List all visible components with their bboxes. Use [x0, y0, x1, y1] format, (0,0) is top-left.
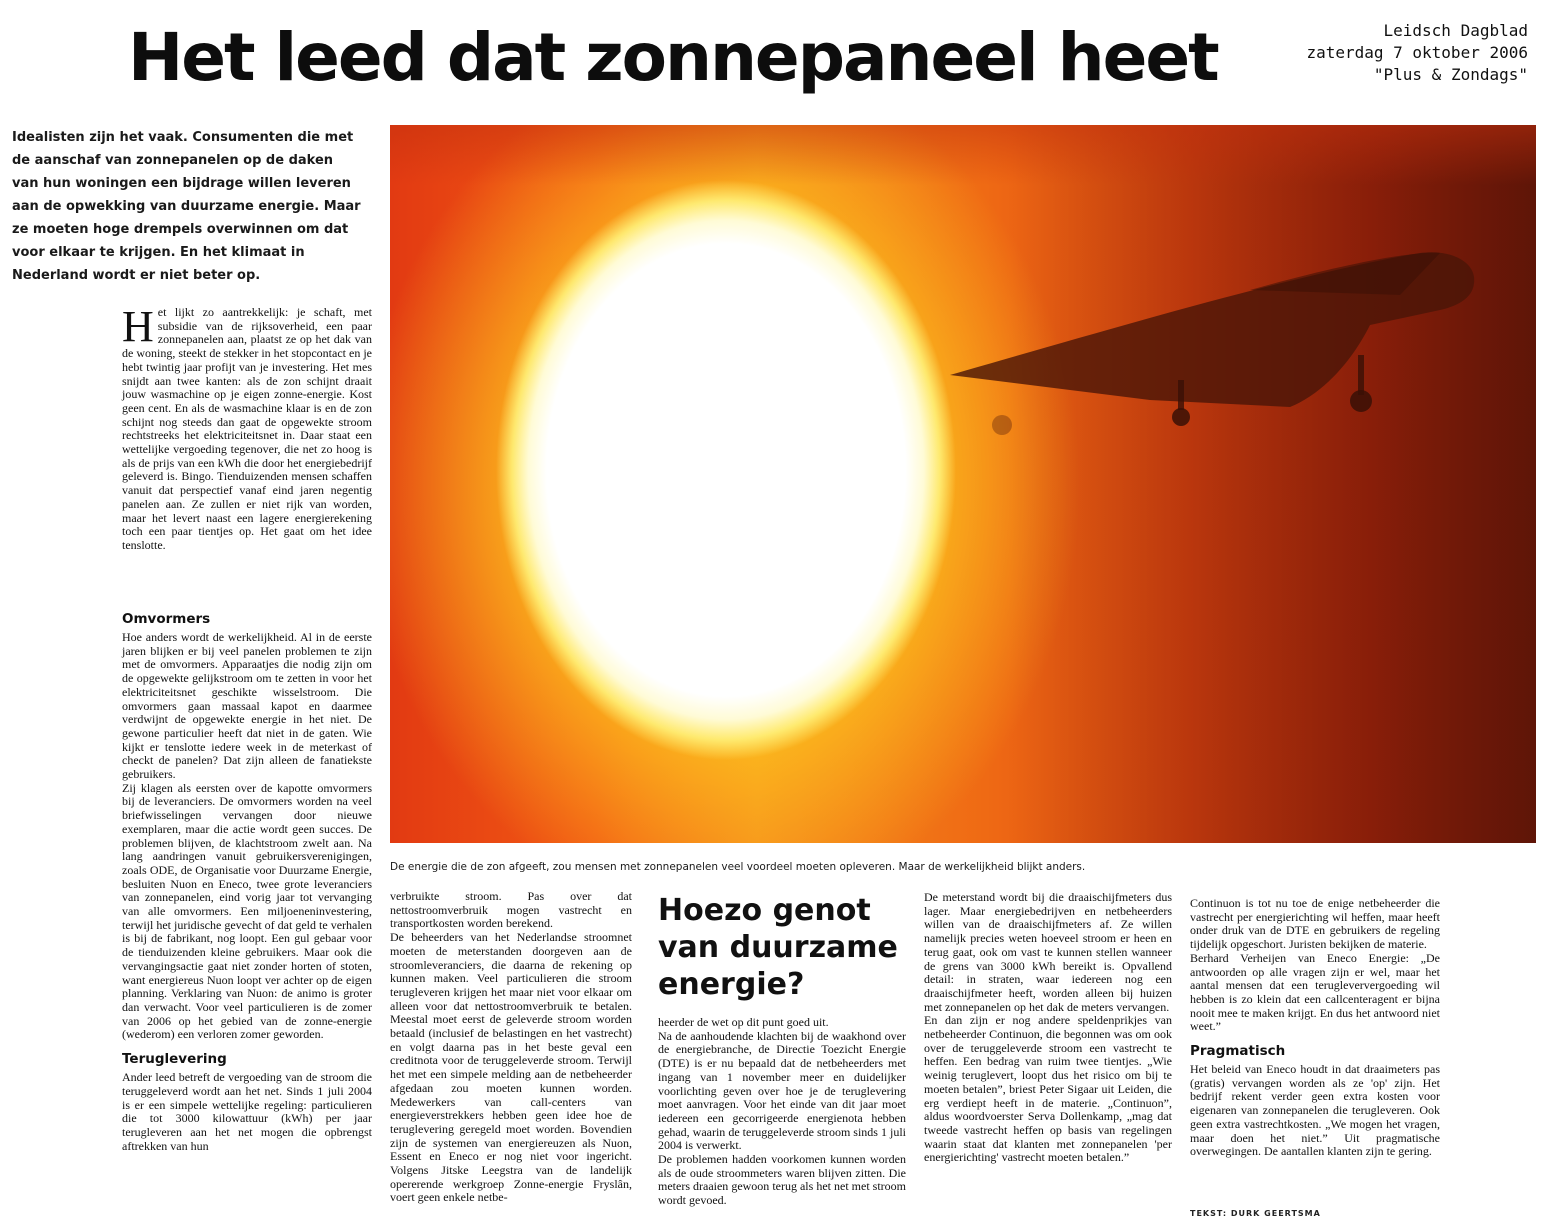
paragraph: De problemen hadden voorkomen kunnen worden als de oude stroommeters waren blijven zitten. Die meters draaien gewoon terug als het net met stroom wordt gevoed. — [658, 1152, 906, 1208]
article-subhead: Hoezo genot van duurzame energie? — [658, 893, 898, 1002]
paragraph: Hoe anders wordt de werkelijkheid. Al in de eerste jaren blijken er bij veel panelen problemen te zijn met de omvormers. Apparaatjes die nodig zijn om de opgewekte gelijkstroom om te zetten in voor het elektriciteitsnet geschikte wisselstroom. Die omvormers gaan massaal kapot en daarmee verdwijnt de opgewekte energie in het niet. De gewone particulier heeft dat niet in de gaten. Wie kijkt er tenslotte iedere week in de meterkast of checkt de panelen? Dat zijn alleen de fanatiekste gebruikers. — [122, 630, 372, 782]
photo-caption: De energie die de zon afgeeft, zou mensen met zonnepanelen veel voordeel moeten opleveren. Maar de werkelijkheid blijkt anders. — [390, 861, 1086, 873]
column-1-top — [122, 302, 372, 553]
paragraph-text: et lijkt zo aantrekkelijk: je schaft, met subsidie van de rijksoverheid, een paar zonnepanelen aan, plaatst ze op het dak van de woning, steekt de stekker in het stopcontact en je hebt twintig jaar profijt van je investering. Het mes snijdt aan twee kanten: als de zon schijnt draait jouw wasmachine op je eigen zonne-energie. Kost geen cent. En als de wasmachine klaar is en de zon schijnt nog steeds dan gaat de opgewekte stroom rechtstreeks het elektriciteitsnet in. Daar staat een wettelijke vergoeding tegenover, die net zo hoog is als de prijs van een kWh die door het energiebedrijf geleverd is. Bingo. Tienduizenden mensen schaffen vanuit dat perspectief vanaf eind jaren negentig panelen aan. Ze zullen er niet rijk van worden, maar het levert naast een lagere energierekening toch een paar tientjes op. Het gaat om het idee tenslotte. — [122, 305, 372, 552]
paragraph: Ander leed betreft de vergoeding van de stroom die teruggeleverd wordt aan het net. Sinds 1 juli 2004 is er een simpele wettelijke regeling: particulieren die tot 3000 kilowattuur (kWh) per jaar terugleveren aan het net mogen die opbrengst aftrekken van hun — [122, 1070, 372, 1153]
masthead-section: "Plus & Zondags" — [1373, 65, 1528, 84]
paragraph — [122, 302, 372, 553]
paragraph: Het beleid van Eneco houdt in dat draaimeters pas (gratis) vervangen worden als ze 'op' zijn. Het bedrijf rekent verder geen extra kosten voor eigenaren van zonnepanelen die terugleveren. Ook geen extra vastrechtkosten. „We mogen het vragen, maar doen het niet.” Uit pragmatische overwegingen. De aantallen klanten zijn te gering. — [1190, 1062, 1440, 1159]
subheading-pragmatisch: Pragmatisch — [1190, 1043, 1286, 1060]
column-4 — [924, 891, 1172, 1165]
paragraph: verbruikte stroom. Pas over dat nettostroomverbruik mogen vastrecht en transportkosten worden berekend. — [390, 889, 632, 931]
byline: TEKST: DURK GEERTSMA — [1190, 1209, 1321, 1218]
masthead-paper: Leidsch Dagblad — [1383, 21, 1528, 40]
paragraph: De beheerders van het Nederlandse stroomnet moeten de meterstanden doorgeven aan de stroomleveranciers, die daarna de rekening op kunnen maken. Veel particulieren die stroom terugleveren krijgen het maar niet voor elkaar om alleen voor dat nettostroomverbruik te betalen. Meestal moet eerst de geleverde stroom worden betaald (inclusief de belastingen en het vastrecht) en volgt daarna pas in het beste geval een creditnota voor de teruggeleverde stroom. Terwijl het met een simpele melding aan de netbeheerder afgedaan zou moeten kunnen worden. Medewerkers van call-centers van energieverstrekkers hebben geen idee hoe de teruglevering geregeld moet worden. Bovendien zijn de systemen van energiereuzen als Nuon, Essent en Eneco er nog niet voor ingericht. Volgens Jitske Leegstra van de landelijk opererende werkgroep Zonne-energie Fryslân, voert geen enkele netbe- — [390, 930, 632, 1205]
column-3 — [658, 1016, 906, 1208]
paragraph: heerder de wet op dit punt goed uit. — [658, 1015, 829, 1029]
airplane-silhouette — [390, 125, 1536, 843]
intro-lead: Idealisten zijn het vaak. Consumenten die met de aanschaf van zonnepanelen op de daken van hun woningen een bijdrage willen leveren aan de opwekking van duurzame energie. Maar ze moeten hoge drempels overwinnen om dat voor elkaar te krijgen. En het klimaat in Nederland wordt er niet beter op. — [12, 130, 361, 283]
paragraph: En dan zijn er nog andere speldenprikjes van netbeheerder Continuon, die begonnen was om ook over de teruggeleverde stroom een vastrecht te heffen. Een bedrag van ruim twee tientjes. „Wie weinig teruglevert, loopt dus het risico om bij te moeten betalen”, briest Peter Sigaar uit Leiden, die erg verdiept heeft in de materie. „Continuon”, aldus woordvoerster Serva Dollenkamp, „mag dat tweede vastrecht heffen op basis van regelingen waarin staat dat klanten met zonnepanelen 'per energierichting' vastrecht moeten betalen.” — [924, 1013, 1172, 1165]
column-5 — [1190, 897, 1440, 1159]
paragraph: Zij klagen als eersten over de kapotte omvormers bij de leveranciers. De omvormers worden na veel briefwisselingen vervangen door nieuwe exemplaren, maar die actie wordt geen succes. De problemen blijven, de klachtstroom zwelt aan. Na lang aandringen vanuit gebruikersverenigingen, zoals ODE, de Organisatie voor Duurzame Energie, besluiten Nuon en Eneco, twee grote leveranciers van zonnepanelen, eind vorig jaar tot vervanging van alle omvormers. Een miljoeneninvestering, terwijl het juridische gevecht of dat geld te verhalen is bij de fabrikant, nog loopt. Een gul gebaar voor de tienduizenden kleine gebruikers. Maar ook die vervangingsactie gaat niet zonder horten of stoten, want energiereus Nuon loopt ver achter op de eigen planning. Verklaring van Nuon: de animo is groter dan verwacht. Voor veel particulieren is de zomer van 2006 op het gebied van de zonne-energie (wederom) een verloren zomer geworden. — [122, 780, 372, 1042]
paragraph: Berhard Verheijen van Eneco Energie: „De antwoorden op alle vragen zijn er wel, maar het aantal mensen dat een terugleververgoeding wil hebben is zo klein dat een callcenteragent er bijna nooit mee te maken krijgt. En dus het antwoord niet weet.” — [1190, 950, 1440, 1034]
subheading-teruglevering: Teruglevering — [122, 1051, 227, 1068]
dropcap: H — [122, 302, 154, 351]
paragraph: De meterstand wordt bij die draaischijfmeters dus lager. Maar energiebedrijven en netbeheerders willen van de draaischijfmeters af. Ze willen namelijk precies weten hoeveel stroom er heen en terug gaat, ook om vast te kunnen stellen wanneer de grens van 3000 kWh bereikt is. Opvallend detail: in straten, waar iedereen nog een draaischijfmeter heeft, worden alleen bij huizen met zonnepanelen op het dak de meters vervangen. — [924, 890, 1172, 1014]
column-2 — [390, 890, 632, 1205]
masthead — [1306, 20, 1528, 86]
headline: Het leed dat zonnepaneel heet — [128, 19, 1218, 96]
paragraph: Na de aanhoudende klachten bij de waakhond over de energiebranche, de Directie Toezicht Energie (DTE) is er nu bepaald dat de netbeheerders met ingang van 1 november meer en duidelijker voorlichting geven over hoe je de teruglevering moet aanvragen. Voor het einde van dit jaar moet iedereen een gecorrigeerde energienota hebben gehad, waarin de teruggeleverde stroom sinds 1 juli 2004 is verwerkt. — [658, 1028, 906, 1153]
column-1-bottom — [122, 602, 372, 1153]
subheading-omvormers: Omvormers — [122, 611, 211, 627]
masthead-date: zaterdag 7 oktober 2006 — [1306, 43, 1528, 62]
paragraph: Continuon is tot nu toe de enige netbeheerder die vastrecht per energierichting wil heffen, maar heeft onder druk van de DTE en gebruikers de regeling tijdelijk opgeschort. Juristen bekijken de materie. — [1190, 896, 1440, 952]
sun-airplane-photo — [390, 125, 1536, 843]
